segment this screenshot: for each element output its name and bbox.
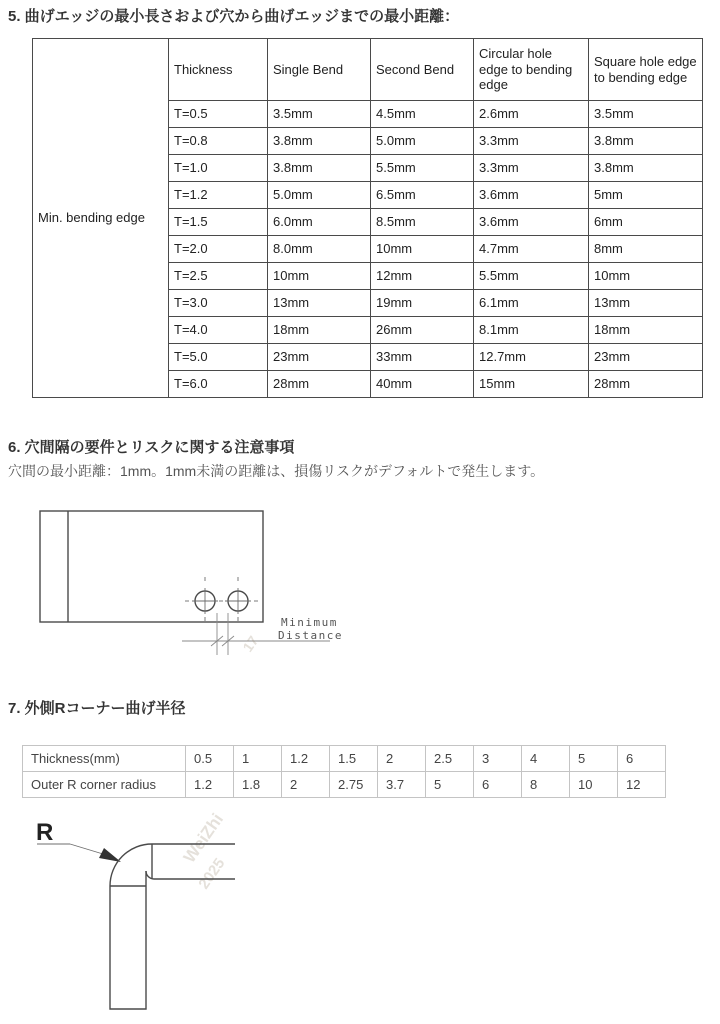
- table-cell: 28mm: [268, 371, 371, 398]
- table-cell: 3.8mm: [589, 155, 703, 182]
- table-cell: 6: [474, 772, 522, 798]
- table-cell: 3.5mm: [589, 101, 703, 128]
- table-cell: 33mm: [371, 344, 474, 371]
- table-cell: 5: [426, 772, 474, 798]
- watermark-line2: 2025: [195, 855, 229, 893]
- min-bending-edge-table-body: [33, 39, 703, 398]
- table-cell: Circular hole edge to bending edge: [474, 39, 589, 101]
- table-row: [23, 746, 666, 772]
- table-cell: T=5.0: [169, 344, 268, 371]
- hole-left: [185, 577, 218, 621]
- section6-body: 穴間の最小距離：1mm。1mm未満の距離は、損傷リスクがデフォルトで発生します。: [8, 463, 545, 479]
- section6-heading: 6. 穴間隔の要件とリスクに関する注意事項: [8, 439, 295, 456]
- table-cell: 3.5mm: [268, 101, 371, 128]
- table-cell: 3.6mm: [474, 209, 589, 236]
- table-cell: 18mm: [268, 317, 371, 344]
- table-cell: 6.1mm: [474, 290, 589, 317]
- watermark-fragment: 17: [239, 632, 262, 655]
- table-cell: T=4.0: [169, 317, 268, 344]
- table-cell: 12.7mm: [474, 344, 589, 371]
- table-cell: Thickness(mm): [23, 746, 186, 772]
- table-cell: 5mm: [589, 182, 703, 209]
- table-cell: 3: [474, 746, 522, 772]
- table-cell: 5.0mm: [268, 182, 371, 209]
- table-cell: 8.0mm: [268, 236, 371, 263]
- table-cell: 4.5mm: [371, 101, 474, 128]
- table-cell: 3.3mm: [474, 128, 589, 155]
- table-cell: 3.8mm: [268, 128, 371, 155]
- table-cell: 2: [282, 772, 330, 798]
- table-cell: T=2.5: [169, 263, 268, 290]
- table-cell: 2: [378, 746, 426, 772]
- table-cell: 2.5: [426, 746, 474, 772]
- minimum-distance-label-line1: Minimum: [281, 616, 338, 629]
- table-cell: T=2.0: [169, 236, 268, 263]
- table-cell: 1.2: [282, 746, 330, 772]
- table-cell: 5.5mm: [371, 155, 474, 182]
- table-cell: 18mm: [589, 317, 703, 344]
- table-cell: 1: [234, 746, 282, 772]
- table-cell: 6.0mm: [268, 209, 371, 236]
- table-cell: 8.5mm: [371, 209, 474, 236]
- table-cell: 3.6mm: [474, 182, 589, 209]
- table-cell: 10mm: [371, 236, 474, 263]
- table-cell: 26mm: [371, 317, 474, 344]
- r-leader-arrow: [37, 844, 121, 862]
- table-cell: Single Bend: [268, 39, 371, 101]
- table-cell: 23mm: [268, 344, 371, 371]
- table-cell: 12mm: [371, 263, 474, 290]
- section5-heading: 5. 曲げエッジの最小長さおよび穴から曲げエッジまでの最小距離：: [8, 8, 460, 25]
- table-cell: 5: [570, 746, 618, 772]
- table-cell: 13mm: [589, 290, 703, 317]
- table-cell: 1.2: [186, 772, 234, 798]
- table-cell: 5.0mm: [371, 128, 474, 155]
- table-cell: 2.75: [330, 772, 378, 798]
- table-cell: 23mm: [589, 344, 703, 371]
- minimum-distance-label-line2: Distance: [278, 629, 343, 642]
- table-cell: 1.5: [330, 746, 378, 772]
- table-cell: T=1.2: [169, 182, 268, 209]
- table-cell: 3.7: [378, 772, 426, 798]
- section7-heading: 7. 外側Rコーナー曲げ半径: [8, 700, 186, 717]
- table-cell: 6: [618, 746, 666, 772]
- outer-r-radius-table-body: [23, 746, 666, 798]
- table-cell: Second Bend: [371, 39, 474, 101]
- hole-spacing-diagram: [0, 495, 360, 670]
- table-cell: Square hole edge to bending edge: [589, 39, 703, 101]
- table-cell: 12: [618, 772, 666, 798]
- outer-r-corner-diagram: [0, 806, 360, 1024]
- table-cell: 28mm: [589, 371, 703, 398]
- r-radius-label: R: [36, 819, 54, 846]
- table-cell: 3.8mm: [268, 155, 371, 182]
- table-cell: 10: [570, 772, 618, 798]
- table-cell: 10mm: [268, 263, 371, 290]
- table-cell: 19mm: [371, 290, 474, 317]
- table-cell: 15mm: [474, 371, 589, 398]
- hole-right: [219, 577, 258, 621]
- table-cell: 0.5: [186, 746, 234, 772]
- table-cell: T=1.5: [169, 209, 268, 236]
- table-cell: 8.1mm: [474, 317, 589, 344]
- watermark-line1: WeiZhi: [179, 809, 228, 867]
- table-cell: 40mm: [371, 371, 474, 398]
- table-cell: T=6.0: [169, 371, 268, 398]
- table-cell: 1.8: [234, 772, 282, 798]
- merged-row-header-cell: Min. bending edge: [33, 39, 169, 398]
- table-row: [23, 772, 666, 798]
- table-cell: T=0.8: [169, 128, 268, 155]
- table-cell: 6.5mm: [371, 182, 474, 209]
- table-cell: 3.3mm: [474, 155, 589, 182]
- table-cell: Outer R corner radius: [23, 772, 186, 798]
- table-cell: T=0.5: [169, 101, 268, 128]
- table-cell: 2.6mm: [474, 101, 589, 128]
- min-bending-edge-table: [32, 38, 703, 398]
- table-cell: 6mm: [589, 209, 703, 236]
- outer-r-radius-table: [22, 745, 666, 798]
- table-cell: 5.5mm: [474, 263, 589, 290]
- table-cell: T=1.0: [169, 155, 268, 182]
- table-cell: 4: [522, 746, 570, 772]
- table-cell: 4.7mm: [474, 236, 589, 263]
- table-cell: T=3.0: [169, 290, 268, 317]
- table-cell: 8: [522, 772, 570, 798]
- table-cell: 3.8mm: [589, 128, 703, 155]
- table-cell: Thickness: [169, 39, 268, 101]
- table-cell: 8mm: [589, 236, 703, 263]
- table-cell: 10mm: [589, 263, 703, 290]
- table-cell: 13mm: [268, 290, 371, 317]
